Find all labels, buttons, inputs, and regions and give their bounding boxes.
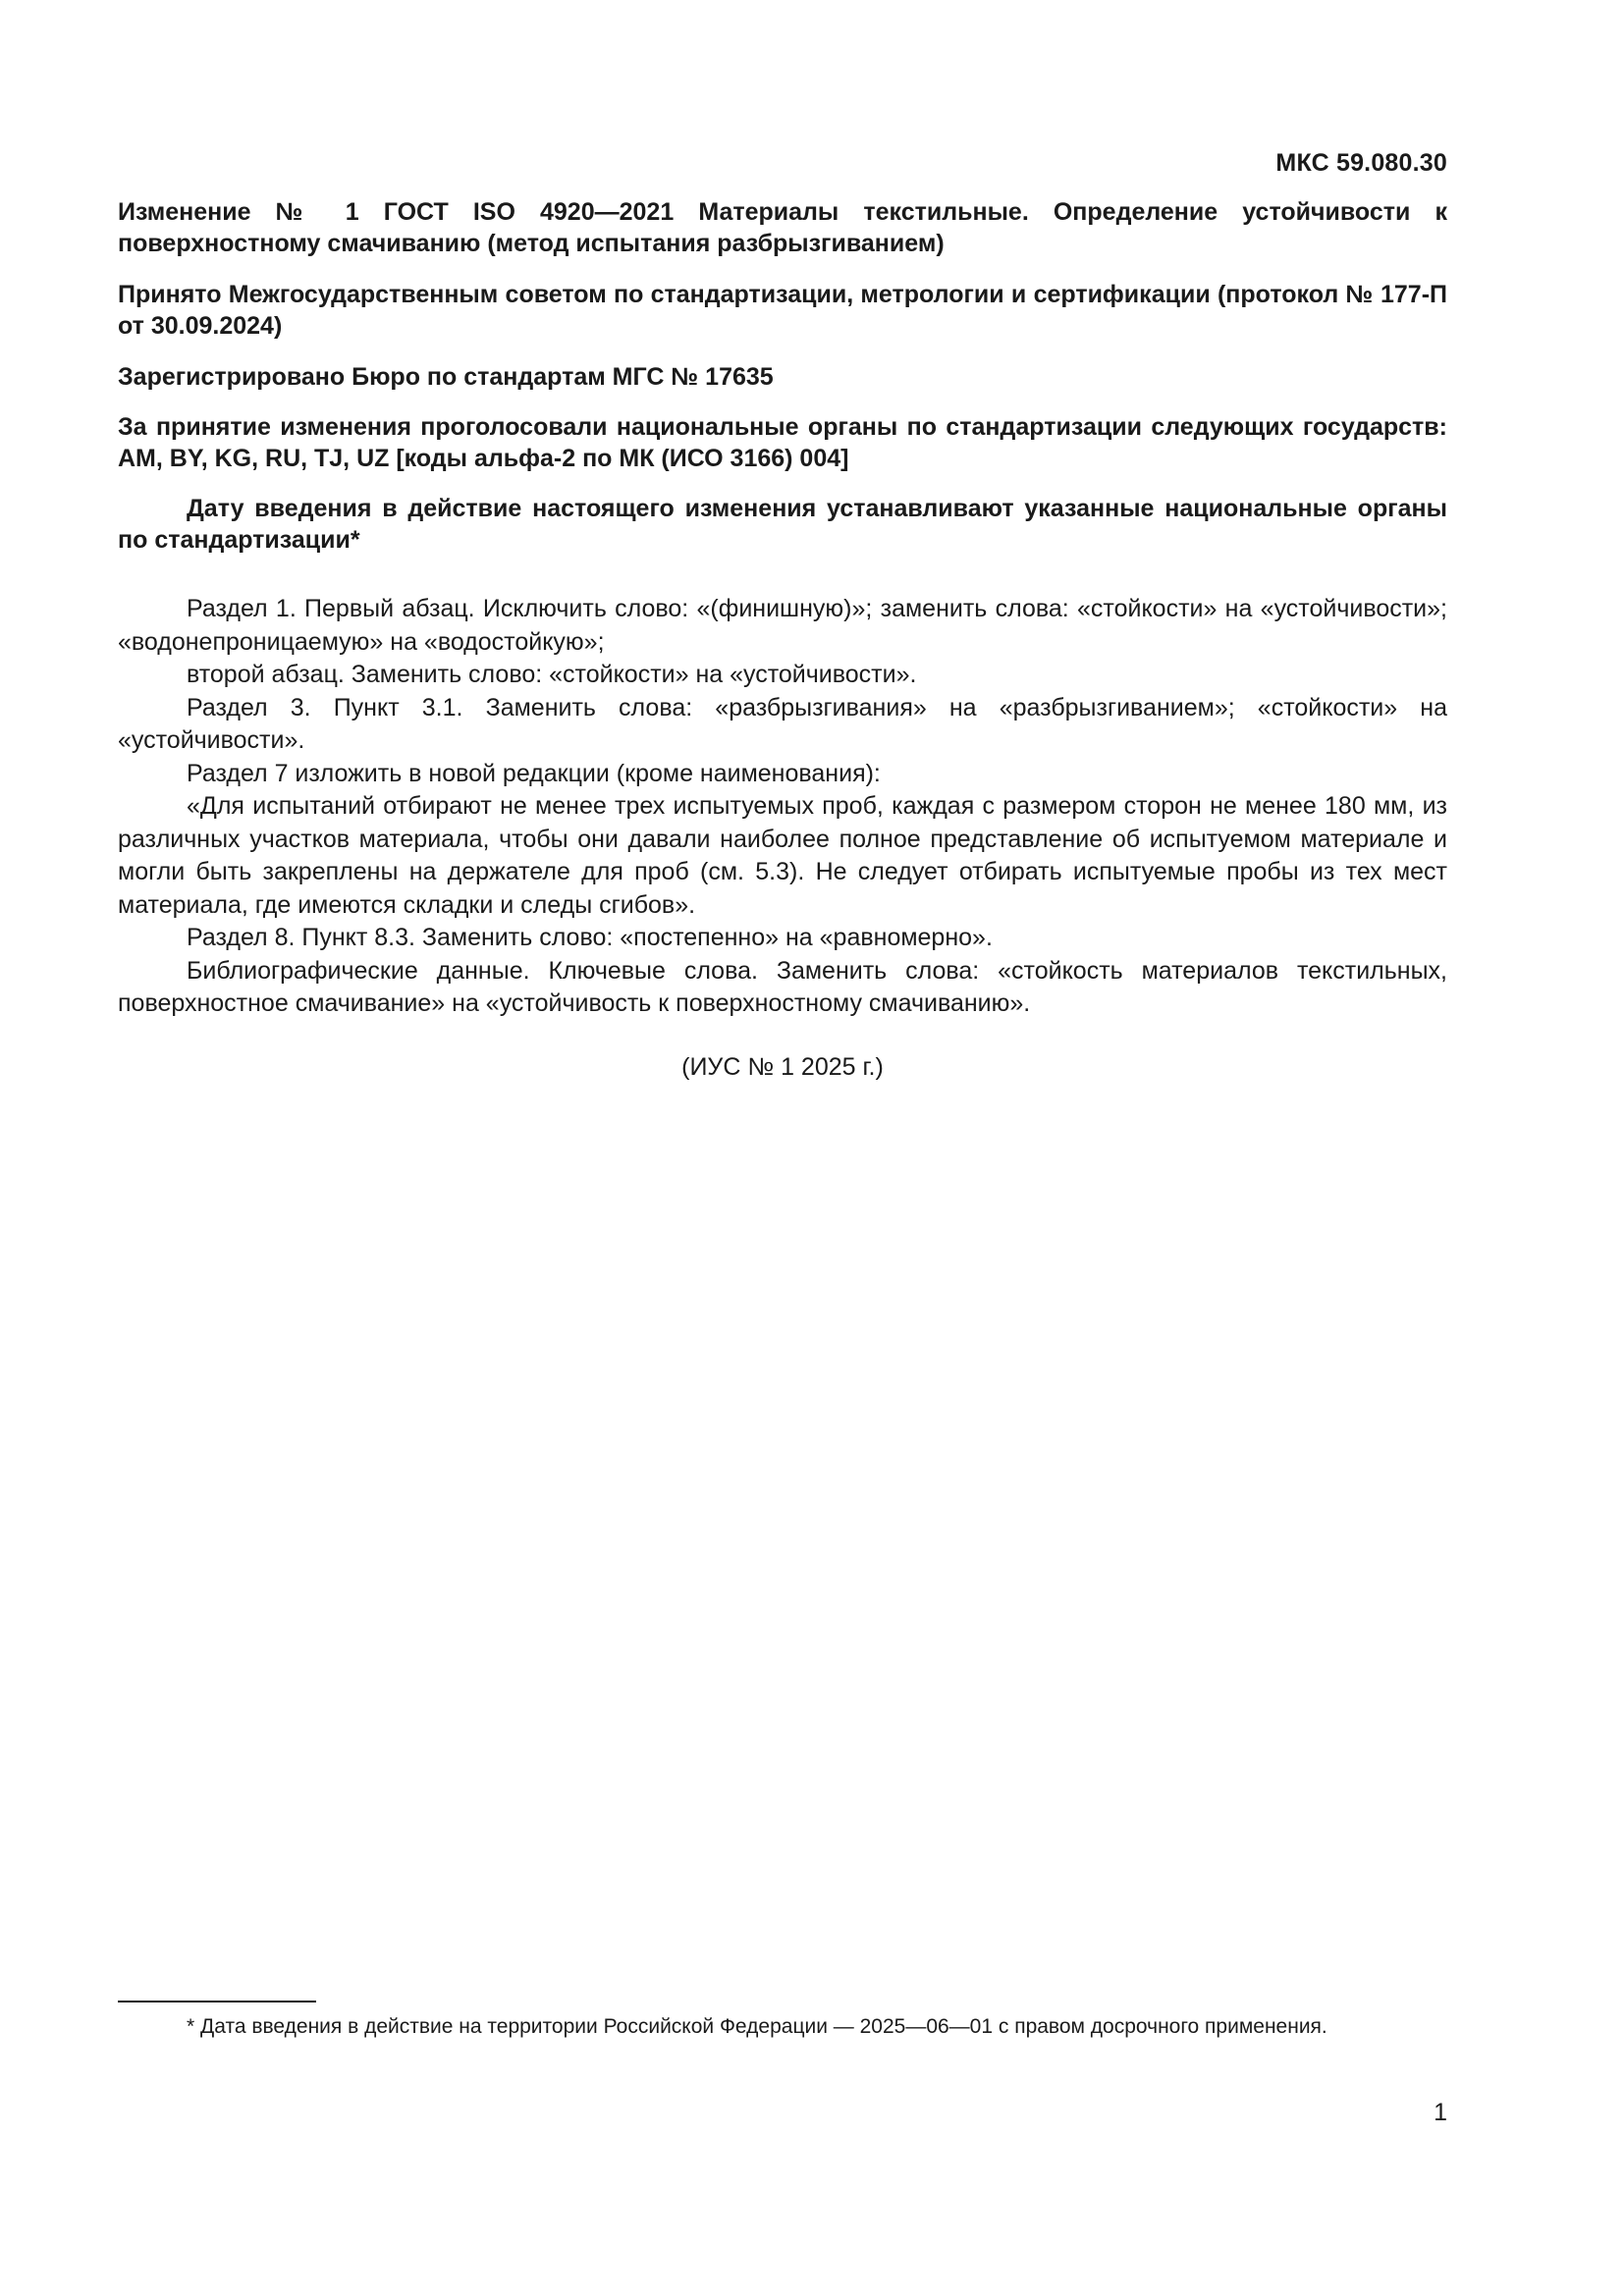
- body-paragraph: Раздел 3. Пункт 3.1. Заменить слова: «разбрызгивания» на «разбрызгиванием»; «стойкости» на «устойчивости».: [118, 693, 1447, 754]
- adopted-statement: Принято Межгосударственным советом по стандартизации, метрологии и сертификации (протокол № 177-П от 30.09.2024): [118, 281, 1447, 340]
- registered-statement: Зарегистрировано Бюро по стандартам МГС № 17635: [118, 363, 774, 391]
- body-paragraph: Раздел 1. Первый абзац. Исключить слово: «(финишную)»; заменить слова: «стойкости» на «устойчивости»; «водонепроницаемую» на «водостойкую»;: [118, 595, 1447, 656]
- amendment-title: Изменение № 1 ГОСТ ISO 4920—2021 Материалы текстильные. Определение устойчивости к поверхностному смачиванию (метод испытания разбрызгиванием): [118, 198, 1447, 257]
- body-paragraph: «Для испытаний отбирают не менее трех испытуемых проб, каждая с размером сторон не менее 180 мм, из различных участков материала, чтобы они давали наиболее полное представление об испытуемом материале и могли быть закреплены на держателе для проб (см. 5.3). Не следует отбирать испытуемые пробы из тех мест материала, где имеются складки и следы сгибов».: [118, 792, 1447, 919]
- voted-statement: За принятие изменения проголосовали национальные органы по стандартизации следующих государств: AM, BY, KG, RU, TJ, UZ [коды альфа-2 по МК (ИСО 3166) 004]: [118, 413, 1447, 472]
- body-paragraph: второй абзац. Заменить слово: «стойкости» на «устойчивости».: [187, 661, 917, 688]
- body-paragraph: Библиографические данные. Ключевые слова. Заменить слова: «стойкость материалов текстильных, поверхностное смачивание» на «устойчивость к поверхностному смачиванию».: [118, 956, 1447, 1017]
- amendment-body: [118, 593, 1447, 1021]
- effective-date-statement: Дату введения в действие настоящего изменения устанавливают указанные национальные органы по стандартизации*: [118, 495, 1447, 554]
- footnote: * Дата введения в действие на территории Российской Федерации — 2025—06—01 с правом досрочного применения.: [187, 2015, 1327, 2038]
- ius-reference: (ИУС № 1 2025 г.): [681, 1053, 884, 1081]
- document-page: [118, 0, 1447, 2296]
- page-number: 1: [1434, 2099, 1447, 2126]
- body-paragraph: Раздел 7 изложить в новой редакции (кроме наименования):: [187, 759, 881, 787]
- body-paragraph: Раздел 8. Пункт 8.3. Заменить слово: «постепенно» на «равномерно».: [187, 924, 993, 951]
- footnote-divider: [118, 2001, 316, 2002]
- mks-code: МКС 59.080.30: [1275, 149, 1447, 177]
